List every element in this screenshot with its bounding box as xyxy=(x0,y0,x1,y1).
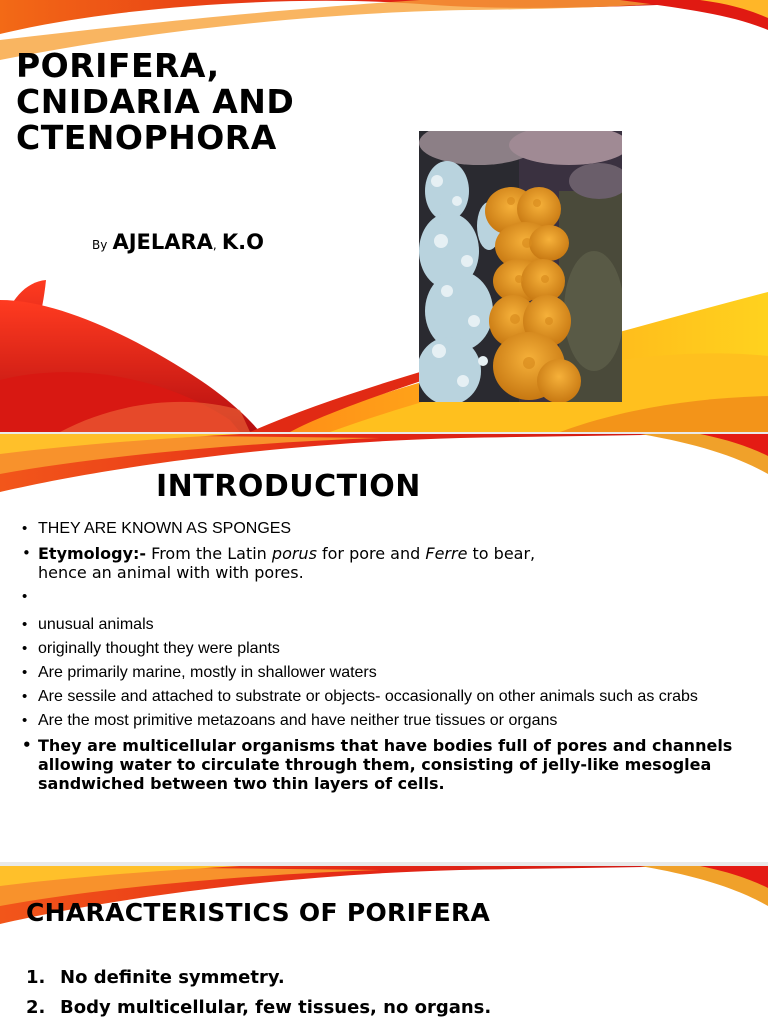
title-line: PORIFERA, xyxy=(16,46,220,85)
title-line: CNIDARIA AND xyxy=(16,82,295,121)
bullet-text: originally thought they were plants xyxy=(38,640,280,657)
title-slide xyxy=(0,0,768,432)
list-item xyxy=(22,640,742,658)
item-text: Body multicellular, few tissues, no organs. xyxy=(60,997,492,1018)
bullet-text: They are multicellular organisms that have bodies full of pores and channels allowing water to circulate through them, consisting of jelly-like mesoglea sandwiched between two thin layers of cells. xyxy=(38,736,733,793)
bullet-text: THEY ARE KNOWN AS SPONGES xyxy=(38,520,292,537)
author-last: K.O xyxy=(221,230,264,254)
author-byline xyxy=(92,230,264,254)
numbered-list xyxy=(26,963,726,1023)
list-item xyxy=(22,588,742,610)
list-item xyxy=(22,616,742,634)
item-number: 2. xyxy=(26,997,46,1018)
slide-title: CHARACTERISTICS OF PORIFERA xyxy=(26,898,491,927)
list-item xyxy=(22,544,742,582)
bullet-text: unusual animals xyxy=(38,616,154,633)
bullet-text: for pore and xyxy=(316,544,426,563)
author-first: AJELARA xyxy=(112,230,213,254)
bullet-text: to bear, xyxy=(467,544,536,563)
list-item xyxy=(22,520,742,538)
list-item xyxy=(22,664,742,682)
bullet-text: Are sessile and attached to substrate or objects- occasionally on other animals such as crabs xyxy=(38,688,698,705)
bullet-italic: Ferre xyxy=(425,544,468,563)
by-label: By xyxy=(92,238,108,252)
slide-title: INTRODUCTION xyxy=(156,469,421,504)
list-item xyxy=(22,736,742,793)
bullet-text: Are the most primitive metazoans and have neither true tissues or organs xyxy=(38,712,558,729)
bullet-text: hence an animal with with pores. xyxy=(38,563,304,582)
item-text: No definite symmetry. xyxy=(60,967,285,988)
list-item xyxy=(26,993,726,1023)
bullet-italic: porus xyxy=(271,544,317,563)
title-line: CTENOPHORA xyxy=(16,118,277,157)
list-item xyxy=(22,688,742,706)
list-item xyxy=(22,712,742,730)
bullet-text: Are primarily marine, mostly in shallower waters xyxy=(38,664,377,681)
presentation-title xyxy=(16,48,294,156)
bullet-list xyxy=(22,520,742,799)
list-item xyxy=(26,963,726,993)
bullet-text: From the Latin xyxy=(146,544,272,563)
sponge-coral-photo xyxy=(419,131,622,402)
bullet-term: Etymology:- xyxy=(38,544,147,563)
introduction-slide xyxy=(0,434,768,862)
item-number: 1. xyxy=(26,967,46,988)
characteristics-slide xyxy=(0,866,768,1024)
author-comma: , xyxy=(212,238,217,252)
